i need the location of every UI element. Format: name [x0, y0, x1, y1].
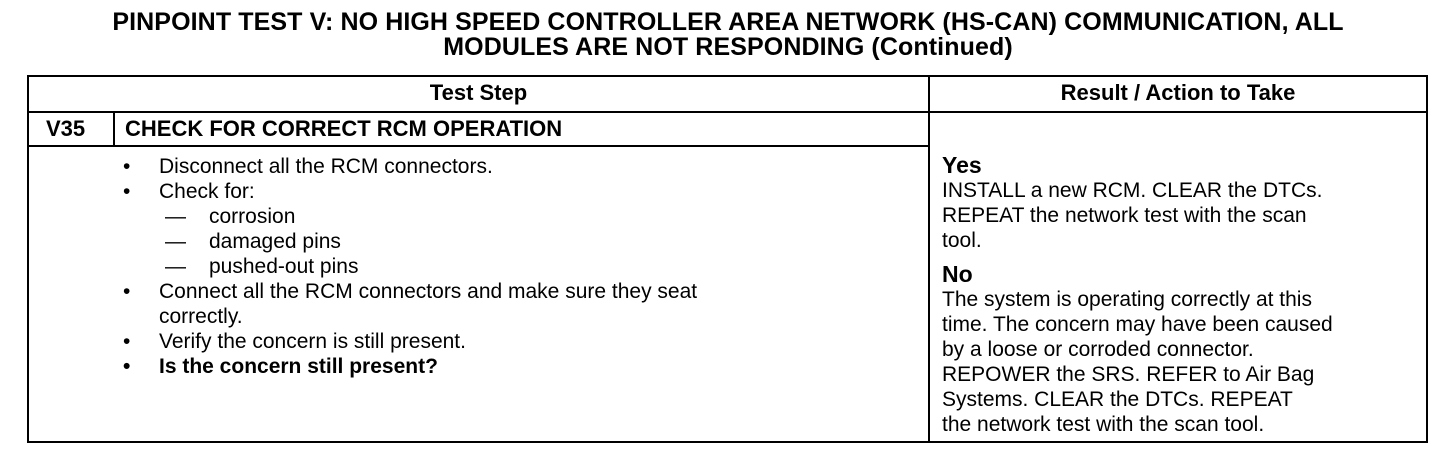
no-action-line: time. The concern may have been caused: [942, 313, 1333, 336]
bullet-marker: •: [123, 155, 131, 178]
instruction-item: [121, 329, 861, 354]
bullet-marker: •: [123, 280, 131, 303]
header-result-action: Result / Action to Take: [1060, 80, 1296, 105]
dash-marker: —: [165, 205, 186, 228]
no-action-line: the network test with the scan tool.: [942, 413, 1265, 436]
instruction-text: correctly.: [159, 305, 243, 328]
no-action-line: REPOWER the SRS. REFER to Air Bag: [942, 363, 1315, 386]
title-line-1: PINPOINT TEST V: NO HIGH SPEED CONTROLLER AREA NETWORK (HS-CAN) COMMUNICATION, ALL: [112, 8, 1344, 36]
yes-action-line: tool.: [942, 229, 982, 252]
instruction-item: [121, 179, 861, 204]
yes-action-line: REPEAT the network test with the scan: [942, 204, 1307, 227]
header-test-step: Test Step: [429, 80, 528, 105]
document-title: [20, 10, 1436, 60]
instruction-text: Disconnect all the RCM connectors.: [159, 155, 493, 178]
check-item: [121, 204, 861, 229]
bullet-marker: •: [123, 330, 131, 353]
step-title-divider: [29, 145, 928, 147]
title-line-2: MODULES ARE NOT RESPONDING (Continued): [443, 33, 1013, 61]
yes-action-line: INSTALL a new RCM. CLEAR the DTCs.: [942, 179, 1323, 202]
step-id-divider: [113, 111, 115, 147]
dash-marker: —: [165, 255, 186, 278]
spacer: [942, 253, 1412, 261]
no-action-line: Systems. CLEAR the DTCs. REPEAT: [942, 388, 1293, 411]
step-instructions: [121, 154, 861, 379]
instruction-text: Check for:: [159, 180, 255, 203]
step-title: CHECK FOR CORRECT RCM OPERATION: [125, 116, 563, 141]
instruction-question: [121, 354, 861, 379]
no-action-line: The system is operating correctly at this: [942, 288, 1312, 311]
no-label: No: [942, 261, 973, 287]
pinpoint-test-table: [27, 75, 1428, 443]
check-text: pushed-out pins: [209, 255, 359, 278]
check-item: [121, 229, 861, 254]
question-text: Is the concern still present?: [159, 355, 438, 378]
check-item: [121, 254, 861, 279]
no-action-line: by a loose or corroded connector.: [942, 338, 1254, 361]
bullet-marker: •: [123, 355, 131, 378]
instruction-text: Verify the concern is still present.: [159, 330, 466, 353]
yes-label: Yes: [942, 152, 982, 178]
instruction-text: Connect all the RCM connectors and make sure they seat: [159, 280, 698, 303]
header-divider: [29, 111, 1426, 113]
instruction-continuation: [121, 304, 861, 329]
result-actions: [942, 152, 1412, 437]
dash-marker: —: [165, 230, 186, 253]
step-id: V35: [46, 116, 86, 141]
check-text: corrosion: [209, 205, 296, 228]
bullet-marker: •: [123, 180, 131, 203]
instruction-item: [121, 279, 861, 304]
instruction-item: [121, 154, 861, 179]
column-divider: [928, 77, 930, 441]
check-text: damaged pins: [209, 230, 341, 253]
